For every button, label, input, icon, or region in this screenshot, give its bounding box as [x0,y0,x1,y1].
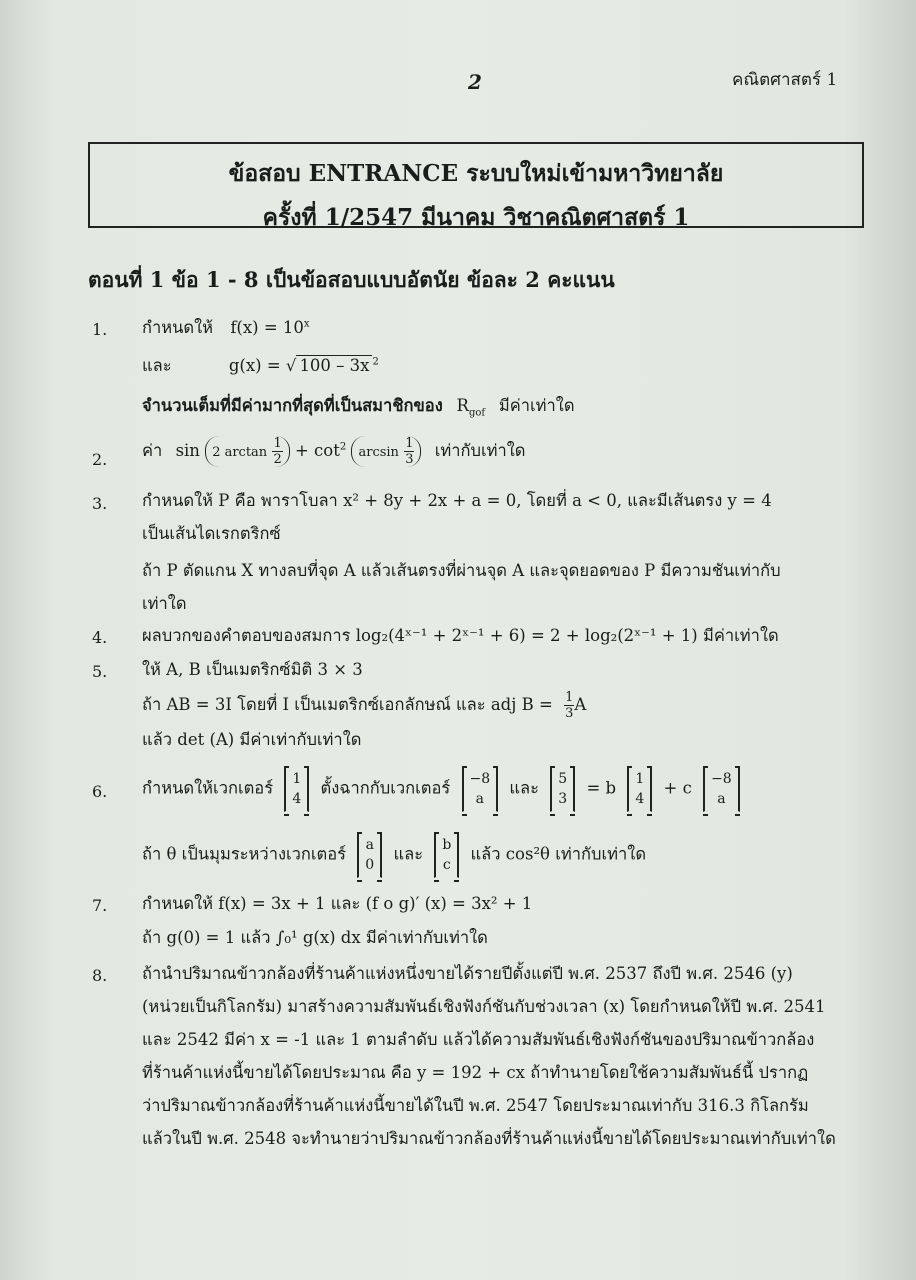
q2-tail: เท่ากับเท่าใด [434,441,526,460]
q4-text: ผลบวกของคำตอบของสมการ log₂(4ˣ⁻¹ + 2ˣ⁻¹ + 6) = 2 + log₂(2ˣ⁻¹ + 1) มีค่าเท่าใด [142,626,779,645]
q1-rgof: R [456,396,469,415]
q1-ask-text: จำนวนเต็มที่มีค่ามากที่สุดที่เป็นสมาชิกของ [142,396,443,415]
q1-f: f(x) = 10 [230,318,304,337]
q8-line: (หน่วยเป็นกิโลกรัม) มาสร้างความสัมพันธ์เชิงฟังก์ชันกับช่วงเวลา (x) โดยกำหนดให้ปี พ.ศ. 2541 [142,997,826,1016]
q6-line-2a: ถ้า θ เป็นมุมระหว่างเวกเตอร์ [142,844,347,864]
running-header: คณิตศาสตร์ 1 [732,70,838,90]
q1-and: และ [142,356,172,375]
q8-line: แล้วในปี พ.ศ. 2548 จะทำนายว่าปริมาณข้าวกล้องที่ร้านค้าแห่งนี้ขายได้โดยประมาณเท่ากับเท่าใด [142,1129,836,1148]
q5-line-2: ถ้า AB = 3I โดยที่ I เป็นเมตริกซ์เอกลักษณ์ และ adj B = $\frac{1}{3}$ A [142,690,587,721]
q6-line-2b: และ [393,844,424,864]
q1-g: g(x) = [228,356,281,375]
title-line-2: ครั้งที่ 1/2547 มีนาคม วิชาคณิตศาสตร์ 1 [262,204,690,231]
page-number: 2 [468,70,482,94]
q8-text [142,957,867,1155]
q3-line-3: ถ้า P ตัดแกน X ทางลบที่จุด A แล้วเส้นตรงที่ผ่านจุด A และจุดยอดของ P มีความชันเท่ากับ [142,561,781,580]
q2-lead: ค่า [142,441,163,460]
q8-line: ว่าปริมาณข้าวกล้องที่ร้านค้าแห่งนี้ขายได้ในปี พ.ศ. 2547 โดยประมาณเท่ากับ 316.3 กิโลกรัม [142,1096,809,1115]
question-number: 7. [92,896,108,915]
q3-text [142,484,867,620]
q8-line: ถ้านำปริมาณข้าวกล้องที่ร้านค้าแห่งหนึ่งขายได้รายปีตั้งแต่ปี พ.ศ. 2537 ถึงปี พ.ศ. 2546 (y) [142,964,793,983]
q5-line-1: ให้ A, B เป็นเมตริกซ์มิติ 3 × 3 [142,660,363,679]
question-number: 1. [92,320,108,339]
q5-line-2b: A [574,695,587,714]
q6-perp: ตั้งฉากกับเวกเตอร์ [320,778,451,798]
q3-line-1: กำหนดให้ P คือ พาราโบลา x² + 8y + 2x + a = 0, โดยที่ a < 0, และมีเส้นตรง y = 4 [142,491,772,510]
q1-rgof-sub: gof [468,407,486,419]
q8-line: ที่ร้านค้าแห่งนี้ขายได้โดยประมาณ คือ y = 192 + cx ถ้าทำนายโดยใช้ความสัมพันธ์นี้ ปรากฏ [142,1063,809,1082]
q5-line-3: แล้ว det (A) มีค่าเท่ากับเท่าใด [142,730,362,749]
question-number: 4. [92,628,108,647]
q1-ask-end: มีค่าเท่าใด [498,396,575,415]
q6-line-2c: แล้ว cos²θ เท่ากับเท่าใด [470,844,647,864]
q6-eq: = b [586,778,617,798]
q1-g-sqrt: 100 – 3x [296,355,372,375]
q5-line-2a: ถ้า AB = 3I โดยที่ I เป็นเมตริกซ์เอกลักษณ์ และ adj B = [142,695,553,714]
q6-plus: + c [663,778,692,798]
q3-line-2: เป็นเส้นไดเรกตริกซ์ [142,524,281,543]
question-number: 6. [92,782,108,801]
q3-line-4: เท่าใด [142,594,187,613]
title-box [88,142,864,231]
section-heading: ตอนที่ 1 ข้อ 1 - 8 เป็นข้อสอบแบบอัตนัย ข้อละ 2 คะแนน [88,267,615,292]
question-number: 3. [92,494,108,513]
q1-given: กำหนดให้ $f(x) = 10^x$ [142,318,310,337]
q2-line: ค่า sin 2 arctan $\frac{1}{2}$ + $\cot^2 \arcsin$ $\frac{1}{3}$ เท่ากับเท่าใด [142,436,526,467]
q8-line: และ 2542 มีค่า x = -1 และ 1 ตามลำดับ แล้วได้ความสัมพันธ์เชิงฟังก์ชันของปริมาณข้าวกล้อง [142,1030,815,1049]
title-line-1: ข้อสอบ ENTRANCE ระบบใหม่เข้ามหาวิทยาลัย [228,160,724,187]
q7-line-2: ถ้า g(0) = 1 แล้ว ∫₀¹ g(x) dx มีค่าเท่ากับเท่าใด [142,928,488,947]
q6-line-2: ถ้า θ เป็นมุมระหว่างเวกเตอร์ a 0 และ b c แล้ว cos²θ เท่ากับเท่าใด [142,832,646,878]
q1-ask [142,396,575,419]
q6-line-1: กำหนดให้เวกเตอร์ 1 4 ตั้งฉากกับเวกเตอร์ −8 a และ 5 3 = b 1 4 + c −8 a [142,766,746,812]
q1-given-label: กำหนดให้ [142,318,214,337]
q6-given: กำหนดให้เวกเตอร์ [142,778,274,798]
q6-and: และ [509,778,540,798]
q7-line-1: กำหนดให้ f(x) = 3x + 1 และ (f o g)′ (x) = 3x² + 1 [142,894,533,913]
question-number: 8. [92,966,108,985]
question-number: 5. [92,662,108,681]
question-number: 2. [92,450,108,469]
q1-and-line: และ g(x) = √ 100 – 3x $^2$ [142,356,379,375]
